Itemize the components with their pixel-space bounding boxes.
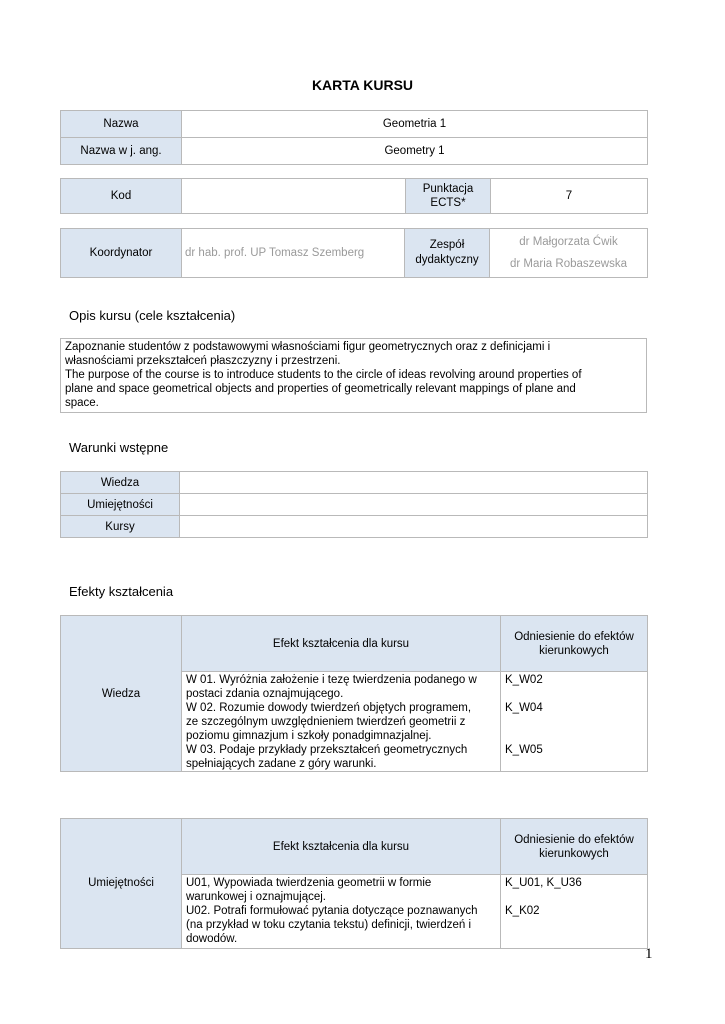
prerequisites-table [60, 471, 648, 538]
team-members [490, 229, 648, 278]
outcomes-heading: Efekty kształcenia [69, 584, 174, 599]
outcomes-knowledge-label: Wiedza [61, 616, 182, 772]
prereq-label-skills: Umiejętności [61, 494, 180, 516]
prereq-label-courses: Kursy [61, 516, 180, 538]
outcomes-skills-table [60, 818, 648, 949]
outcomes-skills-ref-header [501, 819, 648, 875]
prereq-label-knowledge: Wiedza [61, 472, 180, 494]
prereq-value-skills [180, 494, 648, 516]
team-label-line-1: Zespół [429, 239, 465, 251]
coordinator-table [60, 228, 648, 278]
knowledge-ref: K_W04 [505, 702, 543, 714]
name-en-value: Geometry 1 [182, 138, 648, 165]
name-en-label: Nazwa w j. ang. [61, 138, 182, 165]
description-line: space. [65, 397, 99, 409]
outcomes-ref-header-line-1: Odniesienie do efektów [514, 630, 634, 643]
description-line: The purpose of the course is to introduce students to the circle of ideas revolving around properties of [65, 369, 582, 381]
name-label: Nazwa [61, 111, 182, 138]
kod-label: Kod [61, 179, 182, 214]
knowledge-ref: K_W02 [505, 674, 543, 686]
outcomes-skills-label: Umiejętności [61, 819, 182, 949]
description-heading: Opis kursu (cele kształcenia) [69, 308, 236, 323]
outcomes-skills-ref-header-line-1: Odniesienie do efektów [514, 833, 634, 846]
description-line: Zapoznanie studentów z podstawowymi własnościami figur geometrycznych oraz z definicjami i [65, 341, 551, 353]
skills-effect-line: warunkowej i oznajmującej. [186, 891, 326, 903]
prereq-value-knowledge [180, 472, 648, 494]
outcomes-effect-header: Efekt kształcenia dla kursu [182, 616, 501, 672]
knowledge-effect-line: W 01. Wyróżnia założenie i tezę twierdzenia podanego w [186, 674, 477, 686]
knowledge-refs [501, 672, 648, 772]
coordinator-label: Koordynator [61, 229, 182, 278]
team-label-line-2: dydaktyczny [415, 254, 479, 266]
skills-effect-line: U02. Potrafi formułować pytania dotyczące poznawanych [186, 905, 478, 917]
knowledge-effect-line: W 02. Rozumie dowody twierdzeń objętych programem, [186, 702, 472, 714]
ects-label [406, 179, 491, 214]
knowledge-effect-line: poziomu gimnazjum i szkoły ponadgimnazjalnej. [186, 730, 432, 742]
team-member-1: dr Małgorzata Ćwik [519, 236, 618, 248]
outcomes-ref-header [501, 616, 648, 672]
prereq-value-courses [180, 516, 648, 538]
skills-effect-line: U01, Wypowiada twierdzenia geometrii w formie [186, 877, 432, 889]
description-box [60, 338, 647, 413]
kod-value [182, 179, 406, 214]
outcomes-skills-ref-header-line-2: kierunkowych [539, 847, 609, 860]
knowledge-ref: K_W05 [505, 744, 543, 756]
page-number: 1 [645, 946, 653, 962]
knowledge-effect-line: ze szczególnym uwzględnieniem twierdzeń geometrii z [186, 716, 466, 728]
ects-label-line-2: ECTS* [430, 197, 466, 209]
description-line: własnościami przekształceń płaszczyzny i przestrzeni. [65, 355, 341, 367]
skills-effect-line: dowodów. [186, 933, 238, 945]
skills-effects [182, 875, 501, 949]
coordinator-value: dr hab. prof. UP Tomasz Szemberg [182, 229, 405, 278]
skills-refs [501, 875, 648, 949]
knowledge-effect-line: W 03. Podaje przykłady przekształceń geometrycznych [186, 744, 468, 756]
ects-value: 7 [491, 179, 648, 214]
outcomes-knowledge-table [60, 615, 648, 772]
description-line: plane and space geometrical objects and properties of geometrically relevant mappings of plane and [65, 383, 576, 395]
course-name-table [60, 110, 648, 165]
outcomes-skills-effect-header: Efekt kształcenia dla kursu [182, 819, 501, 875]
knowledge-effects [182, 672, 501, 772]
name-value: Geometria 1 [182, 111, 648, 138]
team-member-2: dr Maria Robaszewska [510, 258, 627, 270]
team-label [405, 229, 490, 278]
prerequisites-heading: Warunki wstępne [69, 440, 169, 455]
skills-ref: K_K02 [505, 905, 540, 917]
skills-effect-line: (na przykład w toku czytania tekstu) definicji, twierdzeń i [186, 919, 472, 931]
outcomes-ref-header-line-2: kierunkowych [539, 644, 609, 657]
code-table [60, 178, 648, 214]
ects-label-line-1: Punktacja [422, 183, 474, 195]
knowledge-effect-line: spełniających zadane z góry warunki. [186, 758, 377, 770]
page-title: KARTA KURSU [311, 77, 414, 93]
knowledge-effect-line: postaci zdania oznajmującego. [186, 688, 344, 700]
skills-ref: K_U01, K_U36 [505, 877, 582, 889]
